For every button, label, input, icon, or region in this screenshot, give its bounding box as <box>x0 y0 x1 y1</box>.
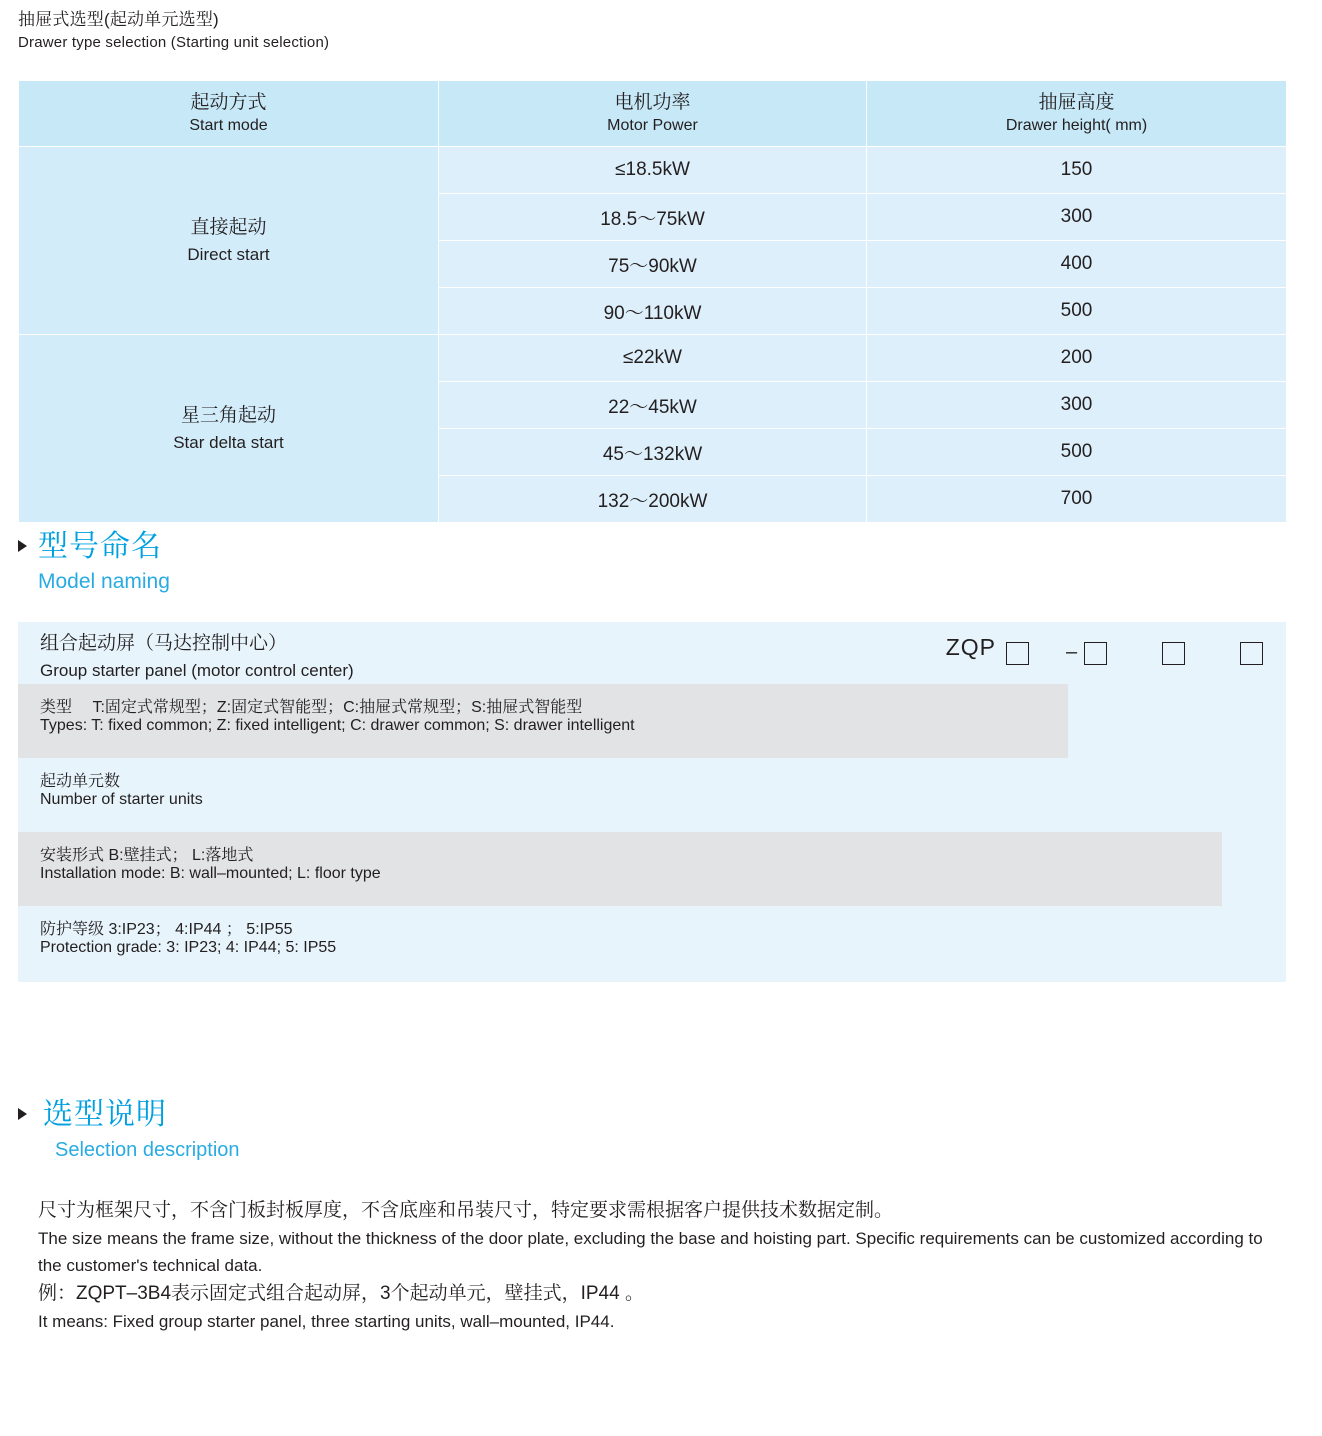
code-box-unit-count[interactable] <box>1084 642 1107 665</box>
header-drawer-height-cn: 抽屉高度 <box>1038 92 1115 113</box>
table-row <box>19 335 1287 382</box>
naming-product-row <box>18 622 1286 684</box>
mode-star-en: Star delta start <box>173 432 284 452</box>
cell-power: 45～132kW <box>439 429 867 476</box>
code-box-protection[interactable] <box>1240 642 1263 665</box>
cell-power: 22～45kW <box>439 382 867 429</box>
mode-cell-direct-start <box>19 147 439 335</box>
naming-segment-types <box>18 684 1286 758</box>
code-box-installation[interactable] <box>1162 642 1185 665</box>
cell-height: 700 <box>867 476 1287 523</box>
code-dash: – <box>1066 641 1078 663</box>
drawer-selection-caption <box>18 8 918 54</box>
model-code-boxes <box>990 622 1286 684</box>
mode-direct-en: Direct start <box>187 244 270 264</box>
triangle-bullet-icon <box>18 1108 27 1120</box>
header-motor-power <box>439 81 867 147</box>
naming-segment-protection <box>18 906 1286 982</box>
selection-heading-cn: 选型说明 <box>43 1098 167 1131</box>
mode-direct-cn: 直接起动 <box>190 216 267 238</box>
header-drawer-height <box>867 81 1287 147</box>
header-start-mode-en: Start mode <box>189 117 268 134</box>
protection-cn: 防护等级 3:IP23； 4:IP44 ； 5:IP55 <box>40 921 293 938</box>
section-heading-model-naming <box>18 527 170 597</box>
header-motor-power-en: Motor Power <box>607 117 698 134</box>
model-code-prefix: ZQP <box>945 634 996 660</box>
naming-row-protection <box>18 906 1286 982</box>
units-en: Number of starter units <box>40 791 203 808</box>
cell-height: 500 <box>867 429 1287 476</box>
code-box-type[interactable] <box>1006 642 1029 665</box>
mode-cell-star-delta-start <box>19 335 439 523</box>
cell-height: 400 <box>867 241 1287 288</box>
naming-segment-installation <box>18 832 1286 906</box>
desc-line-en-1: The size means the frame size, without the thickness of the door plate, excluding the base and hoisting part. Specific requirements can be customized according to the customer's technical data. <box>38 1229 1263 1275</box>
naming-segment-units <box>18 758 1286 832</box>
triangle-bullet-icon <box>18 540 27 552</box>
header-motor-power-cn: 电机功率 <box>614 92 691 113</box>
starting-unit-table <box>18 80 1287 523</box>
table-header-row <box>19 81 1287 147</box>
cell-height: 300 <box>867 194 1287 241</box>
header-start-mode-cn: 起动方式 <box>190 92 267 113</box>
cell-power: 75～90kW <box>439 241 867 288</box>
table-row <box>19 147 1287 194</box>
desc-line-cn-2: 例：ZQPT–3B4表示固定式组合起动屏，3个起动单元，壁挂式，IP44 。 <box>38 1283 644 1304</box>
product-name-cn: 组合起动屏（马达控制中心） <box>40 633 288 654</box>
mode-star-cn: 星三角起动 <box>180 404 276 426</box>
model-naming-heading-cn: 型号命名 <box>38 530 162 563</box>
naming-row-types <box>18 684 1068 758</box>
desc-line-en-2: It means: Fixed group starter panel, three starting units, wall–mounted, IP44. <box>38 1312 615 1331</box>
caption-cn: 抽屉式选型(起动单元选型) <box>18 10 219 29</box>
types-en: Types: T: fixed common; Z: fixed intelligent; C: drawer common; S: drawer intelligent <box>40 717 635 734</box>
product-name-en: Group starter panel (motor control center) <box>40 661 354 680</box>
cell-power: 132～200kW <box>439 476 867 523</box>
header-drawer-height-en: Drawer height( mm) <box>1005 117 1148 134</box>
selection-heading-en: Selection description <box>55 1139 240 1161</box>
naming-row-units <box>18 758 1146 832</box>
header-start-mode <box>19 81 439 147</box>
cell-height: 200 <box>867 335 1287 382</box>
selection-description-body <box>38 1196 1288 1335</box>
units-cn: 起动单元数 <box>40 773 121 790</box>
cell-power: ≤18.5kW <box>439 147 867 194</box>
installation-cn: 安装形式 B:壁挂式； L:落地式 <box>40 847 254 864</box>
types-cn: 类型 T:固定式常规型；Z:固定式智能型；C:抽屉式常规型；S:抽屉式智能型 <box>40 699 583 716</box>
table-head <box>19 81 1287 147</box>
desc-line-cn-1: 尺寸为框架尺寸，不含门板封板厚度，不含底座和吊装尺寸，特定要求需根据客户提供技术数据定制。 <box>38 1200 894 1221</box>
model-naming-heading-en: Model naming <box>38 570 170 593</box>
section-heading-selection-description <box>18 1095 240 1165</box>
cell-power: 90～110kW <box>439 288 867 335</box>
cell-height: 300 <box>867 382 1287 429</box>
cell-height: 150 <box>867 147 1287 194</box>
naming-row-installation <box>18 832 1222 906</box>
cell-power: 18.5～75kW <box>439 194 867 241</box>
installation-en: Installation mode: B: wall–mounted; L: floor type <box>40 865 381 882</box>
caption-en: Drawer type selection (Starting unit selection) <box>18 34 330 51</box>
cell-height: 500 <box>867 288 1287 335</box>
table-body <box>19 147 1287 523</box>
protection-en: Protection grade: 3: IP23; 4: IP44; 5: IP55 <box>40 939 337 956</box>
cell-power: ≤22kW <box>439 335 867 382</box>
model-naming-block <box>18 622 1286 982</box>
